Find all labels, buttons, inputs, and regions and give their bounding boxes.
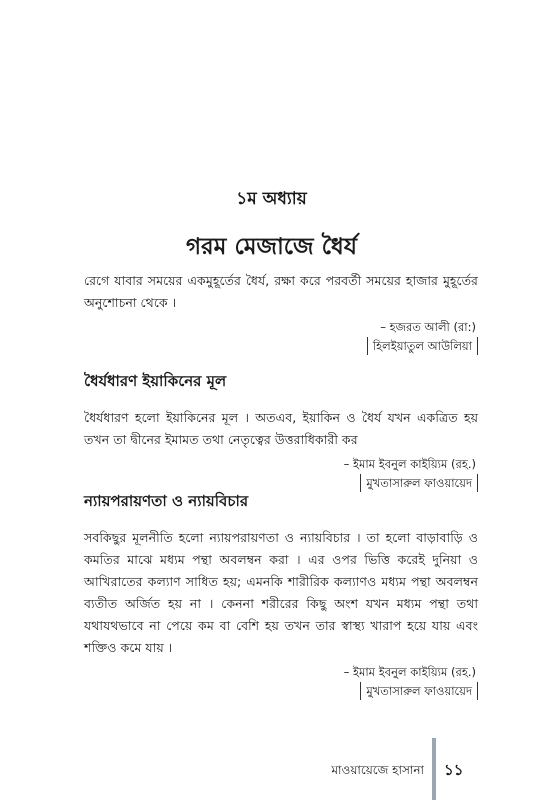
- chapter-number: ১ম অধ্যায়: [236, 189, 307, 209]
- chapter-title: গরম মেজাজে ধৈর্য: [185, 234, 358, 260]
- quote-text: ধৈর্যধারণ হলো ইয়াকিনের মূল । অতএব, ইয়াকিন ও ধৈর্য যখন একত্রিত হয় তখন তা দ্বীনের ইমামত তথা নেতৃত্বের উত্তরাধিকারী কর: [84, 410, 478, 447]
- quote-text: সবকিছুর মূলনীতি হলো ন্যায়পরায়ণতা ও ন্যায়বিচার । তা হলো বাড়াবাড়ি ও কমতির মাঝে মধ্যম পন্থা অবলম্বন করা । এর ওপর ভিত্তি করেই দুনিয়া ও আখিরাতের কল্যাণ সাধিত হয়; এমনকি শারীরিক কল্যাণও মধ্যম পন্থা অবলম্বন ব্যতীত অর্জিত হয় না । কেননা শরীরের কিছু অংশ যখন মধ্যম পন্থা তথা যথাযথভাবে না পেয়ে কম বা বেশি হয় তখন তার স্বাস্থ্য খারাপ হয়ে যায় এবং শক্তিও কমে যায় ।: [84, 530, 478, 655]
- quote-attribution: – ইমাম ইবনুল কাইয়্যিম (রহ.): [343, 665, 476, 679]
- quote-section-3: [84, 490, 478, 700]
- quote-section-2: [84, 370, 478, 492]
- quote-source: [84, 682, 478, 700]
- running-footer-title: মাওয়ায়েজে হাসানা: [331, 763, 424, 777]
- page-number: ১১: [444, 761, 464, 779]
- section-heading: ন্যায়পরায়ণতা ও ন্যায়বিচার: [84, 492, 249, 510]
- quote-source-label: মুখতাসারুল ফাওয়ায়েদ: [360, 682, 478, 700]
- section-heading: ধৈর্যধারণ ইয়াকিনের মূল: [84, 372, 227, 390]
- quote-source-label: হিলইয়াতুল আউলিয়া: [367, 337, 478, 355]
- quote-attribution: – ইমাম ইবনুল কাইয়্যিম (রহ.): [343, 457, 476, 471]
- footer-divider: [432, 738, 436, 800]
- quote-section-1: [84, 270, 478, 355]
- quote-attribution: – হজরত আলী (রা:): [380, 320, 476, 334]
- quote-source-label: মুখতাসারুল ফাওয়ায়েদ: [360, 474, 478, 492]
- quote-source: [84, 337, 478, 355]
- quote-text: রেগে যাবার সময়ের একমুহূর্তের ধৈর্য, রক্ষা করে পরবর্তী সময়ের হাজার মুহূর্তের অনুশোচনা থেকে ।: [84, 273, 478, 310]
